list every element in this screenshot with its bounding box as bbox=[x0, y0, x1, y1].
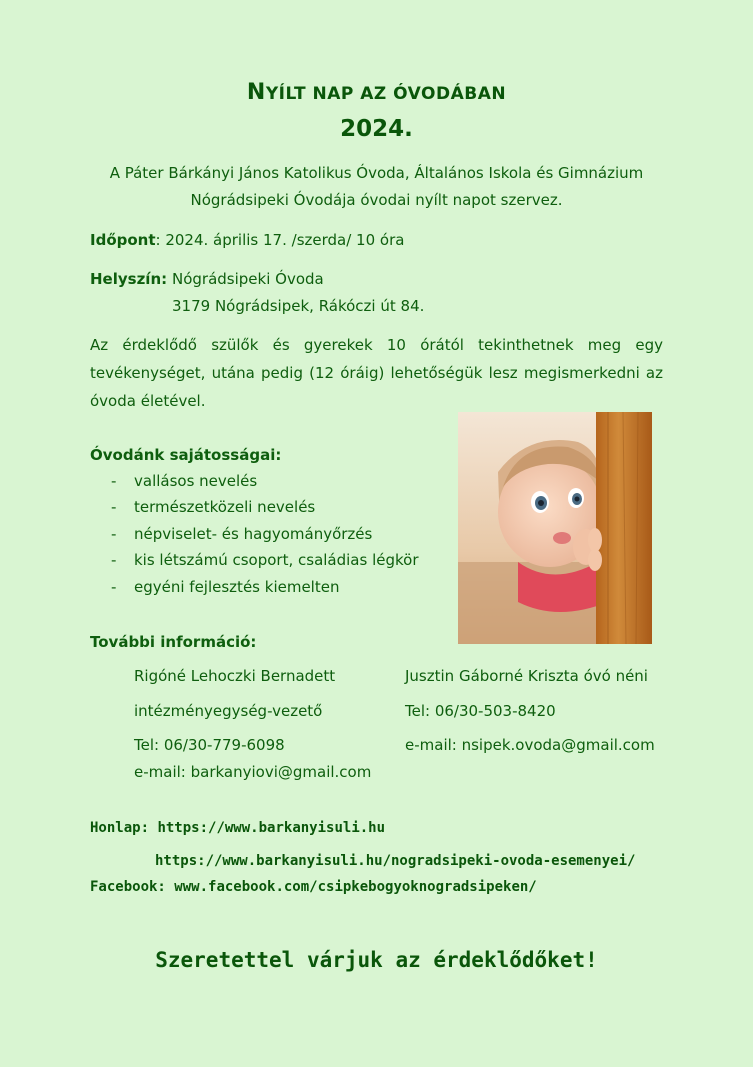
bullet-dash: - bbox=[111, 525, 117, 543]
contact-left-phone: Tel: 06/30-779-6098 bbox=[134, 736, 285, 754]
title-initial: N bbox=[246, 80, 266, 105]
facebook-label: Facebook: bbox=[90, 879, 166, 895]
list-item: vallásos nevelés bbox=[134, 472, 258, 490]
list-item: egyéni fejlesztés kiemelten bbox=[134, 578, 340, 596]
homepage-row bbox=[90, 820, 385, 836]
bullet-dash: - bbox=[111, 498, 117, 516]
time-label: Időpont bbox=[90, 231, 156, 249]
contact-left-name: Rigóné Lehoczki Bernadett bbox=[134, 667, 336, 685]
bullet-dash: - bbox=[111, 578, 117, 596]
features-heading: Óvodánk sajátosságai: bbox=[90, 446, 282, 464]
facebook-row bbox=[90, 879, 537, 895]
page-title bbox=[0, 80, 753, 105]
bullet-dash: - bbox=[111, 551, 117, 569]
homepage-link[interactable]: https://www.barkanyisuli.hu bbox=[157, 820, 386, 836]
closing-message: Szeretettel várjuk az érdeklődőket! bbox=[155, 948, 598, 972]
contact-right-email[interactable]: e-mail: nsipek.ovoda@gmail.com bbox=[405, 736, 655, 754]
contact-heading: További információ: bbox=[90, 633, 257, 651]
location-line-2: 3179 Nógrádsipek, Rákóczi út 84. bbox=[172, 297, 425, 315]
title-rest: YÍLT NAP AZ ÓVODÁBAN bbox=[265, 84, 507, 104]
contact-right-name: Jusztin Gáborné Kriszta óvó néni bbox=[405, 667, 648, 685]
contact-left-email[interactable]: e-mail: barkanyiovi@gmail.com bbox=[134, 763, 372, 781]
location-line-1: Nógrádsipeki Óvoda bbox=[172, 270, 324, 288]
contact-left-role: intézményegység-vezető bbox=[134, 702, 323, 720]
contact-right-phone: Tel: 06/30-503-8420 bbox=[405, 702, 556, 720]
description bbox=[90, 331, 663, 415]
child-peeking-image bbox=[458, 412, 652, 644]
bullet-dash: - bbox=[111, 472, 117, 490]
description-line-3: óvoda életével. bbox=[90, 392, 206, 410]
time-row bbox=[90, 231, 404, 249]
list-item: természetközeli nevelés bbox=[134, 498, 316, 516]
intro-line-2: Nógrádsipeki Óvodája óvodai nyílt napot szervez. bbox=[190, 191, 563, 209]
location-label: Helyszín: bbox=[90, 270, 168, 288]
homepage-label: Honlap: bbox=[90, 820, 150, 836]
child-photo bbox=[458, 412, 652, 644]
description-line-1: Az érdeklődő szülők és gyerekek 10 órától tekinthetnek meg egy bbox=[90, 336, 663, 354]
homepage-link-2[interactable]: https://www.barkanyisuli.hu/nogradsipeki-ovoda-esemenyei/ bbox=[155, 853, 636, 869]
list-item: népviselet- és hagyományőrzés bbox=[134, 525, 373, 543]
time-value: : 2024. április 17. /szerda/ 10 óra bbox=[155, 231, 405, 249]
title-year: 2024. bbox=[340, 116, 413, 142]
intro-line-1: A Páter Bárkányi János Katolikus Óvoda, Általános Iskola és Gimnázium bbox=[109, 164, 644, 182]
facebook-link[interactable]: www.facebook.com/csipkebogyoknogradsipeken/ bbox=[174, 879, 537, 895]
description-line-2: tevékenységet, utána pedig (12 óráig) lehetőségük lesz megismerkedni az bbox=[90, 364, 663, 382]
list-item: kis létszámú csoport, családias légkör bbox=[134, 551, 419, 569]
